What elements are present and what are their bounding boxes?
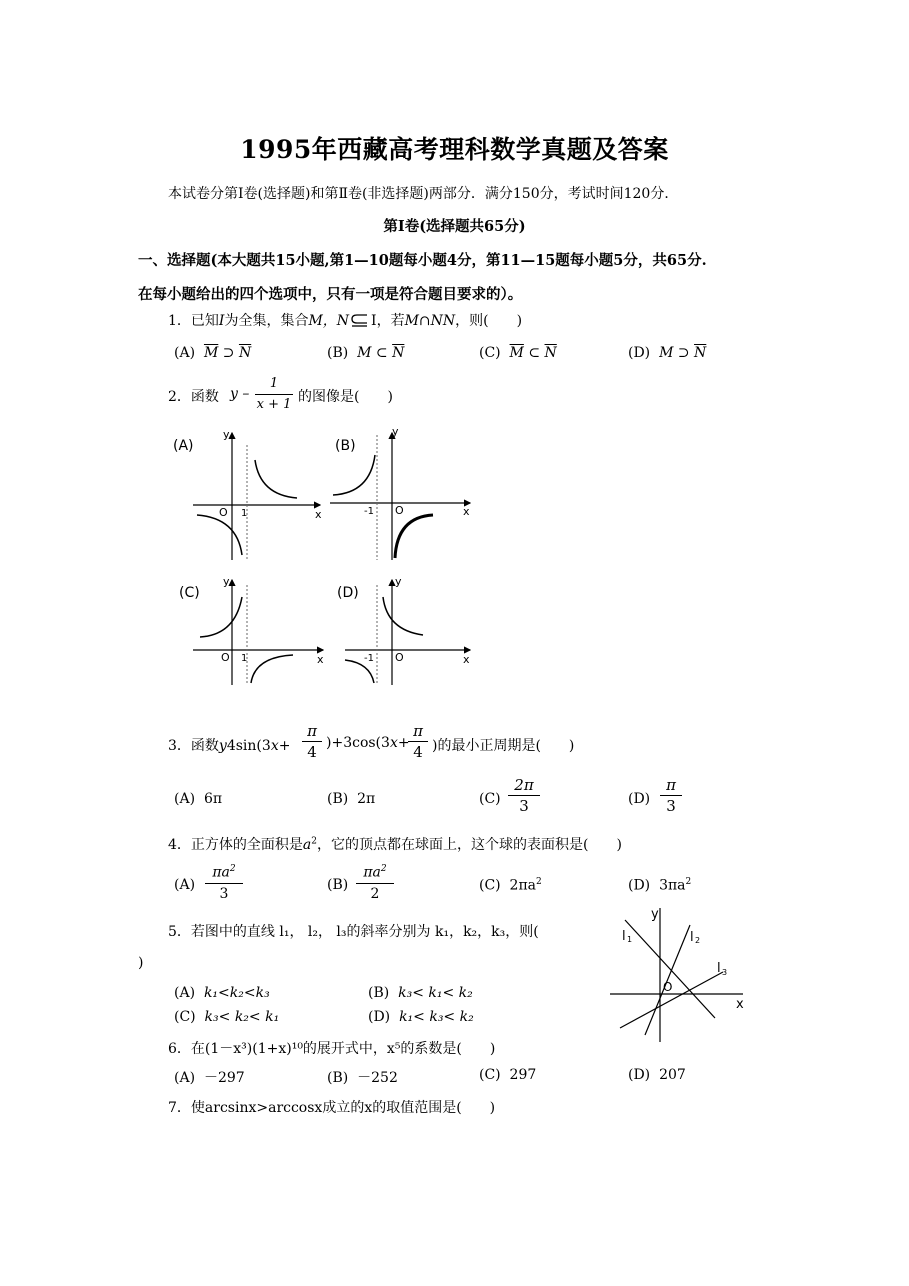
q3-option-d-fraction: π 3 xyxy=(660,776,682,815)
question-3-stem-mid: )+3cos(3x+ xyxy=(326,735,410,751)
q3-option-c-fraction: 2π 3 xyxy=(508,776,540,815)
q5-option-b: (B) k₃< k₁< k₂ xyxy=(368,985,473,1001)
graph-a xyxy=(173,428,322,560)
question-3-stem: 3．函数y4sin(3x+ xyxy=(168,738,291,754)
svg-text:1: 1 xyxy=(627,935,633,944)
question-6-stem: 6．在(1－x³)(1+x)¹⁰的展开式中，x⁵的系数是( ) xyxy=(168,1041,496,1057)
subseteq-symbol xyxy=(349,314,371,328)
svg-text:(A): (A) xyxy=(173,438,194,454)
q1-option-d: (D) M ⊃ $\overline{N}$ xyxy=(628,345,707,361)
graph-b xyxy=(330,425,470,560)
q2-y: y – xyxy=(230,386,250,402)
intro-text: 本试卷分第Ⅰ卷(选择题)和第Ⅱ卷(非选择题)两部分．满分150分，考试时间120分． xyxy=(168,186,679,202)
q1-option-a: (A) $\overline{M}$ ⊃ $\overline{N}$ xyxy=(174,345,252,361)
q5-lines-figure xyxy=(605,900,765,1045)
svg-text:2: 2 xyxy=(695,936,701,945)
svg-text:x: x xyxy=(315,508,322,521)
q4-option-b-fraction: $\pi a^2$ 2 xyxy=(356,860,394,903)
svg-text:3: 3 xyxy=(722,968,728,977)
svg-text:(D): (D) xyxy=(337,585,359,601)
q5-option-d: (D) k₁< k₃< k₂ xyxy=(368,1009,474,1025)
svg-text:O: O xyxy=(219,506,228,519)
svg-text:1: 1 xyxy=(241,508,248,519)
svg-text:y: y xyxy=(651,907,659,922)
question-5-stem: 5．若图中的直线 l₁， l₂， l₃的斜率分别为 k₁，k₂，k₃，则( xyxy=(168,924,539,940)
question-1-stem: 1．已知I为全集，集合M，N I，若M∩NN，则( ) xyxy=(168,313,523,329)
q3-option-a: (A) 6π xyxy=(174,791,223,807)
q2-fraction: 1 x + 1 xyxy=(256,376,292,412)
svg-text:x: x xyxy=(463,653,470,666)
q2-graphs xyxy=(165,425,485,685)
svg-text:O: O xyxy=(663,980,673,994)
q4-option-c: (C) $2\pi a^2$ xyxy=(479,877,542,894)
svg-text:1: 1 xyxy=(241,653,248,664)
svg-text:(C): (C) xyxy=(179,585,200,601)
q6-option-c: (C) 297 xyxy=(479,1067,537,1083)
q1-option-c: (C) $\overline{M}$ ⊂ $\overline{N}$ xyxy=(479,345,557,361)
svg-text:y: y xyxy=(392,425,399,438)
q4-option-d: (D) $3\pi a^2$ xyxy=(628,877,692,894)
svg-text:-1: -1 xyxy=(364,653,374,664)
part1-header: 第Ⅰ卷(选择题共65分) xyxy=(383,218,526,235)
q5-option-c: (C) k₃< k₂< k₁ xyxy=(174,1009,280,1025)
q6-option-b: (B) －252 xyxy=(327,1070,398,1086)
question-3-stem-tail: )的最小正周期是( ) xyxy=(432,738,575,754)
svg-text:y: y xyxy=(223,428,230,441)
q4-option-b-tag: (B) xyxy=(327,877,349,893)
svg-text:l: l xyxy=(622,929,626,944)
q3-option-c-tag: (C) xyxy=(479,791,501,807)
q3-option-b: (B) 2π xyxy=(327,791,376,807)
question-2-stem-tail: 的图像是( ) xyxy=(298,389,393,405)
q3-pi-over-4-b: π 4 xyxy=(408,722,428,761)
svg-text:l: l xyxy=(717,961,721,976)
question-2-stem-lead: 2．函数 xyxy=(168,389,219,405)
q4-option-a-tag: (A) xyxy=(174,877,196,893)
svg-text:y: y xyxy=(395,575,402,588)
svg-text:y: y xyxy=(223,575,230,588)
section1-instructions-line1: 一、选择题(本大题共15小题,第1—10题每小题4分，第11—15题每小题5分，共65分. xyxy=(138,252,707,269)
svg-text:x: x xyxy=(317,653,324,666)
svg-text:l: l xyxy=(690,930,694,945)
q5-option-a: (A) k₁<k₂<k₃ xyxy=(174,985,270,1001)
q6-option-d: (D) 207 xyxy=(628,1067,686,1083)
q3-option-d-tag: (D) xyxy=(628,791,651,807)
svg-text:O: O xyxy=(221,651,230,664)
q1-option-b: (B) M ⊂ $\overline{N}$ xyxy=(327,345,405,361)
svg-text:(B): (B) xyxy=(335,438,356,454)
graph-d xyxy=(337,575,470,685)
q3-pi-over-4-a: π 4 xyxy=(302,722,322,761)
section1-instructions-line2: 在每小题给出的四个选项中，只有一项是符合题目要求的）。 xyxy=(138,286,523,303)
question-7-stem: 7．使arcsinx>arccosx成立的x的取值范围是( ) xyxy=(168,1100,496,1116)
svg-text:O: O xyxy=(395,504,404,517)
svg-text:x: x xyxy=(463,505,470,518)
svg-text:x: x xyxy=(736,997,744,1012)
graph-c xyxy=(179,575,324,685)
question-5-stem-end: ) xyxy=(138,955,144,971)
svg-text:O: O xyxy=(395,651,404,664)
question-4-stem: 4．正方体的全面积是$a^2$，它的顶点都在球面上，这个球的表面积是( ) xyxy=(168,836,622,853)
svg-text:-1: -1 xyxy=(364,506,374,517)
page-title: 1995年西藏高考理科数学真题及答案 xyxy=(240,135,669,164)
q6-option-a: (A) －297 xyxy=(174,1070,245,1086)
q4-option-a-fraction: $\pi a^2$ 3 xyxy=(205,860,243,903)
